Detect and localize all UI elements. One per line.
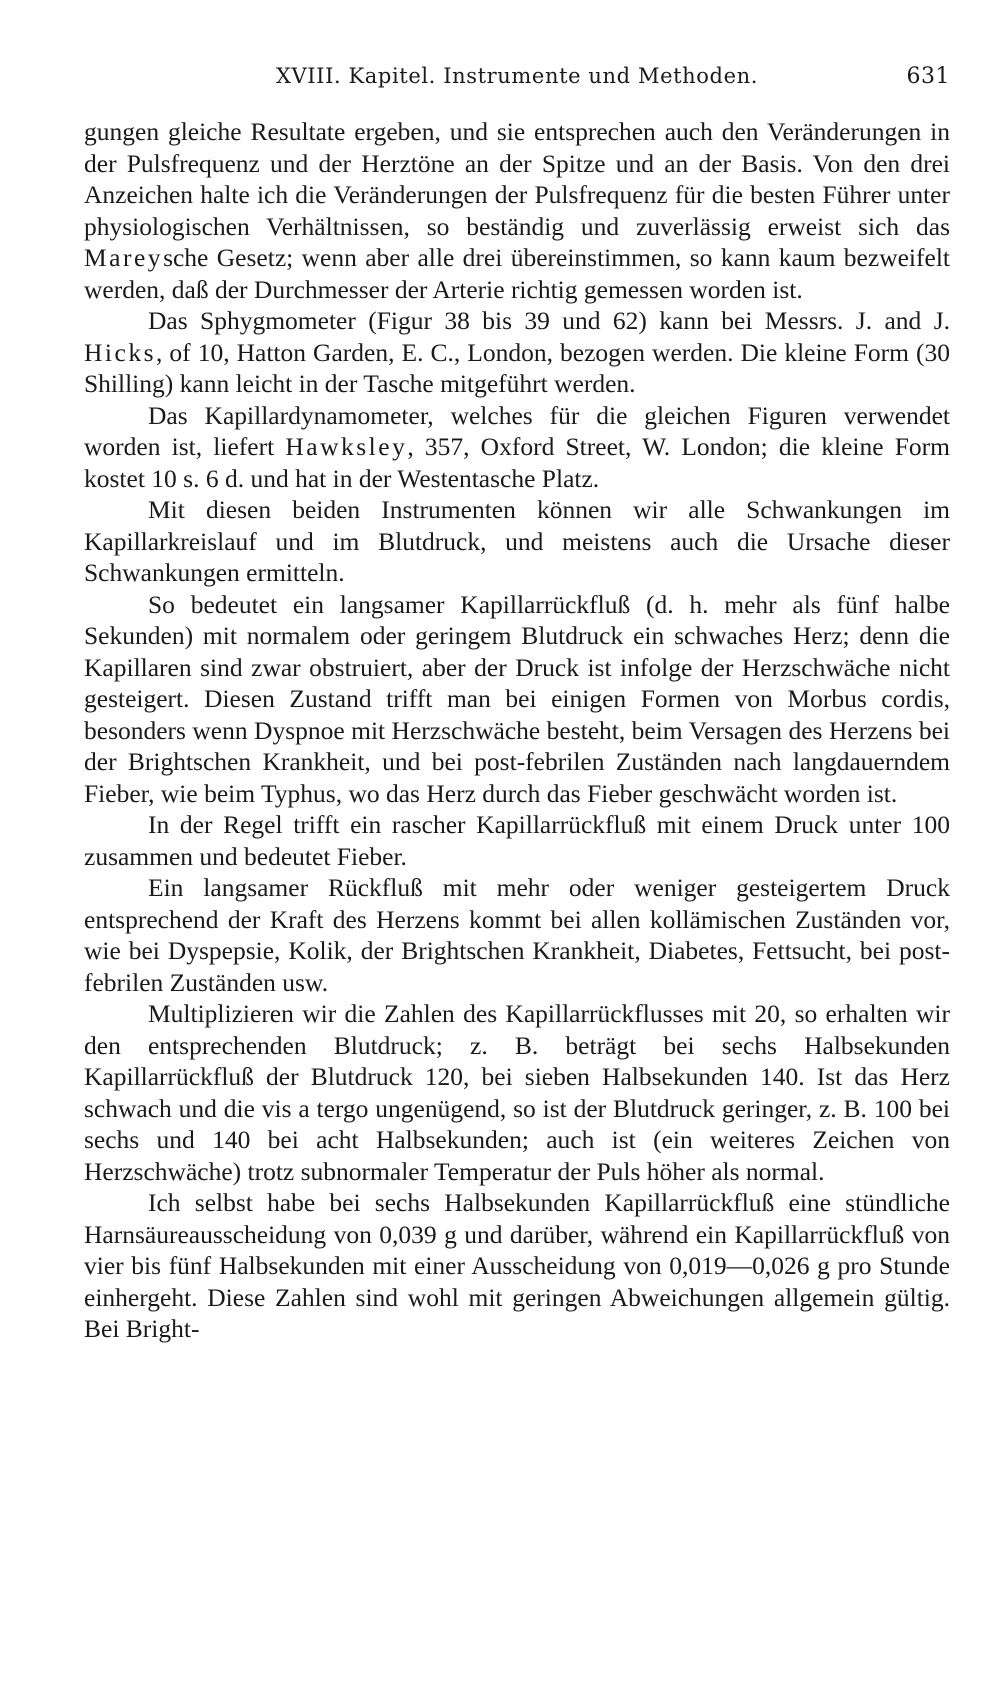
text-run: , of 10, Hatton Garden, E. C., London, bezogen werden. Die kleine Form (30 Shilling) kann leicht in der Tasche mitgeführt werden. — [84, 337, 950, 398]
paragraph-slow-reflux: So bedeutet ein langsamer Kapillarrückfluß (d. h. mehr als fünf halbe Sekunden) mit normalem oder geringem Blutdruck ein schwaches Herz; denn die Kapillaren sind zwar obstruiert, aber der Druck ist infolge der Herzschwäche nicht gesteigert. Diesen Zustand trifft man bei einigen Formen von Morbus cordis, besonders wenn Dyspnoe mit Herzschwäche besteht, beim Versagen des Herzens bei der Brightschen Krankheit, und bei post-febrilen Zuständen nach langdauerndem Fieber, wie beim Typhus, wo das Herz durch das Fieber geschwächt worden ist. — [84, 589, 950, 808]
running-title: XVIII. Kapitel. Instrumente und Methoden. — [275, 64, 759, 88]
paragraph-increased-pressure: Ein langsamer Rückfluß mit mehr oder weniger gesteigertem Druck entsprechend der Kraft des Herzens kommt bei allen kollämischen Zuständen vor, wie bei Dyspepsie, Kolik, der Brightschen Krankheit, Diabetes, Fettsucht, bei post-febrilen Zuständen usw. — [84, 873, 950, 997]
spaced-name-hicks: Hicks — [84, 337, 156, 367]
paragraph-continuation — [84, 116, 950, 305]
paragraph-rapid-reflux: In der Regel trifft ein rascher Kapillarrückfluß mit einem Druck unter 100 zusammen und bedeutet Fieber. — [84, 810, 950, 871]
spaced-name-hawksley: Hawksley — [285, 432, 408, 461]
paragraph-uric-acid: Ich selbst habe bei sechs Halbsekunden Kapillarrückfluß eine stündliche Harnsäureausscheidung von 0,039 g und darüber, während ein Kapillarrückfluß von vier bis fünf Halbsekunden mit einer Ausscheidung von 0,019—0,026 g pro Stunde einhergeht. Diese Zahlen sind wohl mit geringen Abweichungen allgemein gültig. Bei Bright- — [84, 1188, 950, 1343]
text-run: gungen gleiche Resultate ergeben, und sie entsprechen auch den Veränderungen in der Pulsfrequenz und der Herztöne an der Spitze und an der Basis. Von den drei Anzeichen halte ich die Veränderungen der Pulsfrequenz für die besten Führer unter physiologischen Verhältnissen, so beständig und zuverlässig erweist sich das — [84, 117, 950, 241]
body-text — [84, 116, 950, 1345]
text-run: Das Sphygmometer (Figur 38 bis 39 und 62) kann bei Messrs. J. and J. — [148, 306, 950, 335]
paragraph-sphygmometer — [84, 305, 950, 400]
text-run: Das Kapillardynamometer, welches für die gleichen Figuren verwendet worden ist, liefert — [84, 400, 950, 461]
running-head — [84, 64, 950, 94]
page-number: 631 — [906, 64, 950, 89]
text-run: sche Gesetz; wenn aber alle drei übereinstimmen, so kann kaum bezweifelt werden, daß der Durchmesser der Arterie richtig gemessen worden ist. — [84, 243, 950, 304]
paragraph-multiply: Multiplizieren wir die Zahlen des Kapillarrückflusses mit 20, so erhalten wir den entsprechenden Blutdruck; z. B. beträgt bei sechs Halbsekunden Kapillarrückfluß der Blutdruck 120, bei sieben Halbsekunden 140. Ist das Herz schwach und die vis a tergo ungenügend, so ist der Blutdruck geringer, z. B. 100 bei sechs und 140 bei acht Halbsekunden; auch ist (ein weiteres Zeichen von Herzschwäche) trotz subnormaler Temperatur der Puls höher als normal. — [84, 999, 950, 1186]
paragraph-dynamometer — [84, 400, 950, 495]
text-run: , 357, Oxford Street, W. London; die kleine Form kostet 10 s. 6 d. und hat in der Westentasche Platz. — [84, 432, 950, 493]
paragraph-instruments: Mit diesen beiden Instrumenten können wir alle Schwankungen im Kapillarkreislauf und im Blutdruck, und meistens auch die Ursache dieser Schwankungen ermitteln. — [84, 495, 950, 587]
spaced-name-marey: Marey — [84, 243, 164, 272]
